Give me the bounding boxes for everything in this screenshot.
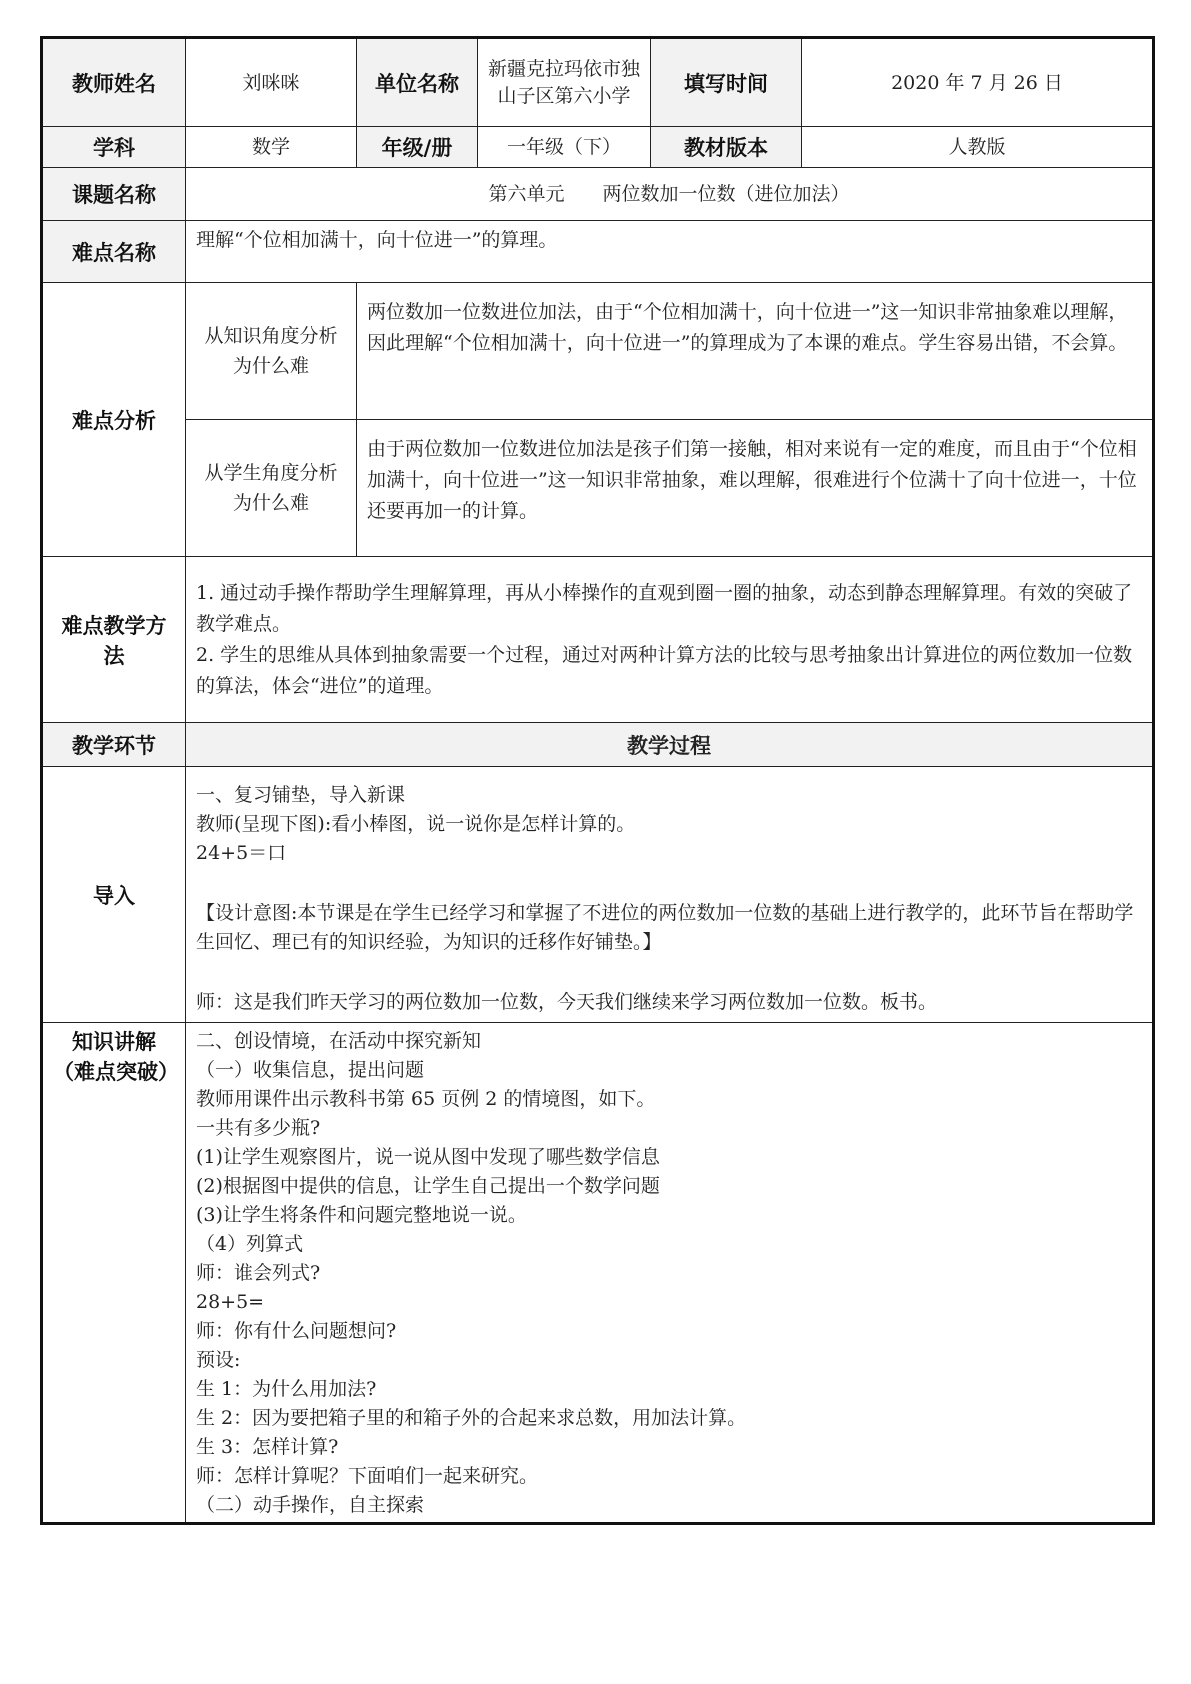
knowledge-line: 一共有多少瓶?: [196, 1117, 321, 1139]
intro-label: 导入: [42, 767, 186, 1023]
unit-name-label: 单位名称: [357, 38, 478, 127]
header-row-2: [42, 127, 1154, 168]
subject-label: 学科: [42, 127, 186, 168]
knowledge-line: 生 1：为什么用加法?: [196, 1378, 377, 1400]
knowledge-line: 师：怎样计算呢？下面咱们一起来研究。: [196, 1465, 539, 1487]
knowledge-label-line2: （难点突破）: [53, 1060, 179, 1084]
intro-line: 教师(呈现下图):看小棒图，说一说你是怎样计算的。: [196, 812, 636, 835]
intro-closing: 师：这是我们昨天学习的两位数加一位数，今天我们继续来学习两位数加一位数。板书。: [196, 990, 938, 1013]
knowledge-label-line1: 知识讲解: [72, 1030, 156, 1054]
teacher-name-value: 刘咪咪: [186, 38, 357, 127]
knowledge-line: 生 3：怎样计算?: [196, 1436, 339, 1458]
topic-value: 第六单元 两位数加一位数（进位加法）: [186, 168, 1154, 221]
intro-line: 24+5＝口: [196, 841, 287, 864]
knowledge-line: (3)让学生将条件和问题完整地说一说。: [196, 1204, 527, 1226]
difficulty-value: 理解“个位相加满十，向十位进一”的算理。: [186, 221, 1154, 283]
stage-header-label: 教学环节: [42, 723, 186, 767]
lesson-plan-table: [40, 36, 1155, 1525]
analysis-label: 难点分析: [42, 283, 186, 557]
knowledge-angle-label: 从知识角度分析为什么难: [186, 283, 357, 420]
subject-value: 数学: [186, 127, 357, 168]
grade-label: 年级/册: [357, 127, 478, 168]
header-row-1: [42, 38, 1154, 127]
difficulty-label: 难点名称: [42, 221, 186, 283]
knowledge-content: [186, 1023, 1154, 1524]
intro-content: [186, 767, 1154, 1023]
intro-line: 一、复习铺垫，导入新课: [196, 783, 406, 806]
knowledge-line: 生 2：因为要把箱子里的和箱子外的合起来求总数，用加法计算。: [196, 1407, 747, 1429]
method-paragraph-1: 1. 通过动手操作帮助学生理解算理，再从小棒操作的直观到圈一圈的抽象，动态到静态理解算理。有效的突破了教学难点。: [196, 581, 1133, 635]
student-angle-text: 由于两位数加一位数进位加法是孩子们第一接触，相对来说有一定的难度，而且由于“个位相加满十，向十位进一”这一知识非常抽象，难以理解，很难进行个位满十了向十位进一，十位还要再加一的计算。: [357, 420, 1154, 557]
knowledge-line: （二）动手操作，自主探索: [196, 1494, 425, 1516]
grade-value: 一年级（下）: [478, 127, 651, 168]
knowledge-line: 预设:: [196, 1349, 241, 1371]
spacer: [196, 957, 1142, 988]
knowledge-line: 28+5=: [196, 1291, 265, 1313]
difficulty-row: [42, 221, 1154, 283]
method-content: [186, 557, 1154, 723]
knowledge-line: 二、创设情境，在活动中探究新知: [196, 1030, 482, 1052]
edition-value: 人教版: [802, 127, 1154, 168]
knowledge-line: (1)让学生观察图片，说一说从图中发现了哪些数学信息: [196, 1146, 660, 1168]
knowledge-line: （一）收集信息，提出问题: [196, 1059, 425, 1081]
analysis-row-knowledge: [42, 283, 1154, 420]
topic-label: 课题名称: [42, 168, 186, 221]
teacher-name-label: 教师姓名: [42, 38, 186, 127]
fill-date-value: 2020 年 7 月 26 日: [802, 38, 1154, 127]
edition-label: 教材版本: [651, 127, 802, 168]
intro-design-intent: 【设计意图:本节课是在学生已经学习和掌握了不进位的两位数加一位数的基础上进行教学的，此环节旨在帮助学生回忆、理已有的知识经验，为知识的迁移作好铺垫。】: [196, 901, 1134, 953]
process-header-label: 教学过程: [186, 723, 1154, 767]
method-label: 难点教学方法: [42, 557, 186, 723]
lesson-plan-form: [40, 36, 1152, 1525]
knowledge-row: [42, 1023, 1154, 1524]
method-row: [42, 557, 1154, 723]
knowledge-label: [42, 1023, 186, 1524]
student-angle-label: 从学生角度分析为什么难: [186, 420, 357, 557]
knowledge-line: 师：你有什么问题想问?: [196, 1320, 397, 1342]
method-paragraph-2: 2. 学生的思维从具体到抽象需要一个过程，通过对两种计算方法的比较与思考抽象出计算进位的两位数加一位数的算法，体会“进位”的道理。: [196, 643, 1133, 697]
knowledge-line: 教师用课件出示教科书第 65 页例 2 的情境图，如下。: [196, 1088, 656, 1110]
knowledge-line: 师：谁会列式?: [196, 1262, 321, 1284]
analysis-row-student: [42, 420, 1154, 557]
process-header-row: [42, 723, 1154, 767]
knowledge-angle-text: 两位数加一位数进位加法，由于“个位相加满十，向十位进一”这一知识非常抽象难以理解，因此理解“个位相加满十，向十位进一”的算理成为了本课的难点。学生容易出错，不会算。: [357, 283, 1154, 420]
fill-date-label: 填写时间: [651, 38, 802, 127]
topic-row: [42, 168, 1154, 221]
knowledge-line: （4）列算式: [196, 1233, 304, 1255]
unit-name-value: 新疆克拉玛依市独山子区第六小学: [478, 38, 651, 127]
spacer: [196, 868, 1142, 899]
knowledge-line: (2)根据图中提供的信息，让学生自己提出一个数学问题: [196, 1175, 660, 1197]
intro-row: [42, 767, 1154, 1023]
